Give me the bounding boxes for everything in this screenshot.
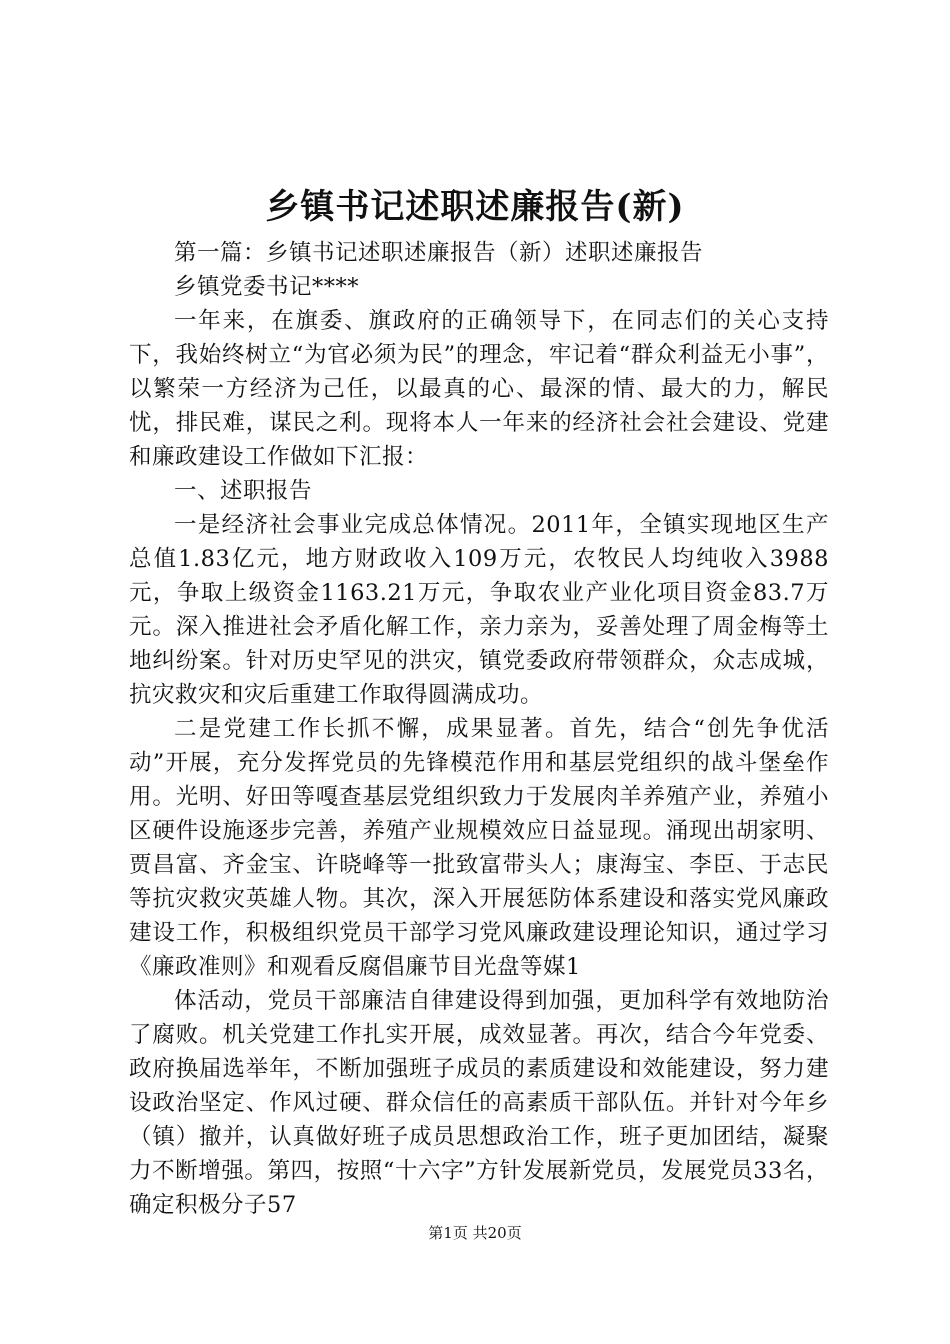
paragraph-heading-report: 一、述职报告: [174, 478, 313, 504]
paragraph-author: 乡镇党委书记****: [174, 274, 360, 300]
paragraph-economy: 一是经济社会事业完成总体情况。2011年，全镇实现地区生产总值1.83亿元，地方财政收入109万元，农牧民人均纯收入3988元，争取上级资金1163.21万元，争取农业产业化项目资金83.7万元。深入推进社会矛盾化解工作，亲力亲为，妥善处理了周金梅等土地纠纷案。针对历史罕见的洪灾，镇党委政府带领群众，众志成城，抗灾救灾和灾后重建工作取得圆满成功。: [129, 512, 829, 708]
paragraph-section-heading: 第一篇：乡镇书记述职述廉报告（新）述职述廉报告: [174, 240, 704, 266]
paragraph-party-building: 二是党建工作长抓不懈，成果显著。首先，结合“创先争优活动”开展，充分发挥党员的先锋模范作用和基层党组织的战斗堡垒作用。光明、好田等嘎查基层党组织致力于发展肉羊养殖产业，养殖小区硬件设施逐步完善，养殖产业规模效应日益显现。涌现出胡家明、贾昌富、齐金宝、许晓峰等一批致富带头人；康海宝、李臣、于志民等抗灾救灾英雄人物。其次，深入开展惩防体系建设和落实党风廉政建设工作，积极组织党员干部学习党风廉政建设理论知识，通过学习《廉政准则》和观看反腐倡廉节目光盘等媒1: [129, 716, 829, 980]
page-footer: 第1页 共20页: [428, 1224, 522, 1242]
document-title: 乡镇书记述职述廉报告(新): [265, 187, 685, 227]
document-body: [129, 236, 829, 1222]
paragraph-intro: 一年来，在旗委、旗政府的正确领导下，在同志们的关心支持下，我始终树立“为官必须为民”的理念，牢记着“群众利益无小事”，以繁荣一方经济为己任，以最真的心、最深的情、最大的力，解民忧，排民难，谋民之利。现将本人一年来的经济社会社会建设、党建和廉政建设工作做如下汇报：: [129, 308, 829, 470]
paragraph-media-activities: 体活动，党员干部廉洁自律建设得到加强，更加科学有效地防治了腐败。机关党建工作扎实开展，成效显著。再次，结合今年党委、政府换届选举年，不断加强班子成员的素质建设和效能建设，努力建设政治坚定、作风过硬、群众信任的高素质干部队伍。并针对今年乡（镇）撤并，认真做好班子成员思想政治工作，班子更加团结，凝聚力不断增强。第四，按照“十六字”方针发展新党员，发展党员33名，确定积极分子57: [129, 988, 829, 1218]
